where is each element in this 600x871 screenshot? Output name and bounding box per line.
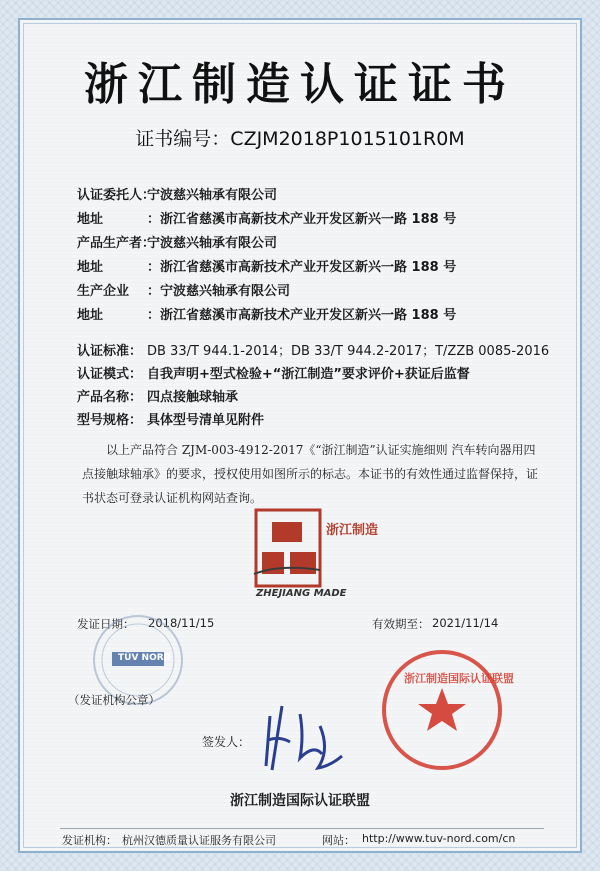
field-row bbox=[77, 409, 264, 428]
field-label: 生产企业 bbox=[77, 284, 130, 299]
field-label: 产品名称： bbox=[77, 390, 143, 405]
website-label: 网站： bbox=[322, 834, 355, 847]
field-row bbox=[77, 208, 456, 227]
field-value: ：浙江省慈溪市高新技术产业开发区新兴一路 188 号 bbox=[147, 308, 457, 323]
handwritten-signature bbox=[260, 696, 350, 776]
field-row bbox=[77, 232, 277, 251]
logo-en-text: ZHEJIANG MADE bbox=[256, 588, 347, 599]
signer-label: 签发人： bbox=[202, 735, 251, 749]
field-row bbox=[77, 363, 470, 382]
valid-until-label: 有效期至： bbox=[372, 617, 430, 631]
field-label: 地址 bbox=[77, 308, 104, 323]
field-label: 型号规格： bbox=[77, 413, 143, 428]
issue-date: 2018/11/15 bbox=[148, 616, 215, 630]
field-value: 宁波慈兴轴承有限公司 bbox=[147, 188, 278, 203]
field-value: 宁波慈兴轴承有限公司 bbox=[147, 236, 278, 251]
field-label: 地址 bbox=[77, 212, 104, 227]
field-label: 认证委托人： bbox=[77, 188, 156, 203]
field-value: ：宁波慈兴轴承有限公司 bbox=[147, 284, 291, 299]
field-row bbox=[77, 256, 456, 275]
field-value: 四点接触球轴承 bbox=[147, 390, 239, 405]
issuer-name: 杭州汉德质量认证服务有限公司 bbox=[122, 834, 276, 847]
field-value: ：浙江省慈溪市高新技术产业开发区新兴一路 188 号 bbox=[147, 260, 457, 275]
certificate-body bbox=[18, 18, 582, 853]
field-row bbox=[77, 184, 277, 203]
field-row bbox=[77, 340, 549, 359]
logo-cn-text: 浙江制造 bbox=[326, 523, 379, 538]
seal-text: 浙江制造国际认证联盟 bbox=[404, 672, 514, 685]
red-official-seal bbox=[380, 648, 514, 772]
field-row bbox=[77, 386, 238, 405]
issuer-seal-label: （发证机构公章） bbox=[68, 693, 160, 707]
field-label: 地址 bbox=[77, 260, 104, 275]
field-value: 具体型号清单见附件 bbox=[147, 413, 265, 428]
issue-date-label: 发证日期： bbox=[77, 617, 135, 631]
footer-divider bbox=[60, 828, 544, 829]
field-row bbox=[77, 280, 290, 299]
website-url[interactable]: http://www.tuv-nord.com/cn bbox=[362, 832, 516, 845]
field-label: 认证模式： bbox=[77, 367, 143, 382]
certificate-number: 证书编号：CZJM2018P1015101R0M bbox=[135, 128, 465, 150]
alliance-name: 浙江制造国际认证联盟 bbox=[230, 793, 370, 809]
field-value: DB 33/T 944.1-2014；DB 33/T 944.2-2017；T/ZZB 0085-2016 bbox=[147, 344, 550, 359]
issuer-label: 发证机构： bbox=[62, 834, 117, 847]
field-value: 自我声明+型式检验+“浙江制造”要求评价+获证后监督 bbox=[147, 367, 470, 382]
field-value: ：浙江省慈溪市高新技术产业开发区新兴一路 188 号 bbox=[147, 212, 457, 227]
zhejiang-made-logo bbox=[250, 504, 380, 610]
valid-until-date: 2021/11/14 bbox=[432, 616, 499, 630]
certificate-title: 浙江制造认证证书 bbox=[84, 59, 516, 110]
field-label: 认证标准： bbox=[77, 344, 143, 359]
tuv-nord-label: TÜV NORD bbox=[118, 653, 172, 663]
field-label: 产品生产者： bbox=[77, 236, 156, 251]
certification-statement: 以上产品符合 ZJM-003-4912-2017《“浙江制造”认证实施细则 汽车转向器用四点接触球轴承》的要求，授权使用如图所示的标志。本证书的有效性通过监督保持，证书状态可登录认证机构网站查询。 bbox=[82, 443, 539, 505]
field-row bbox=[77, 304, 456, 323]
